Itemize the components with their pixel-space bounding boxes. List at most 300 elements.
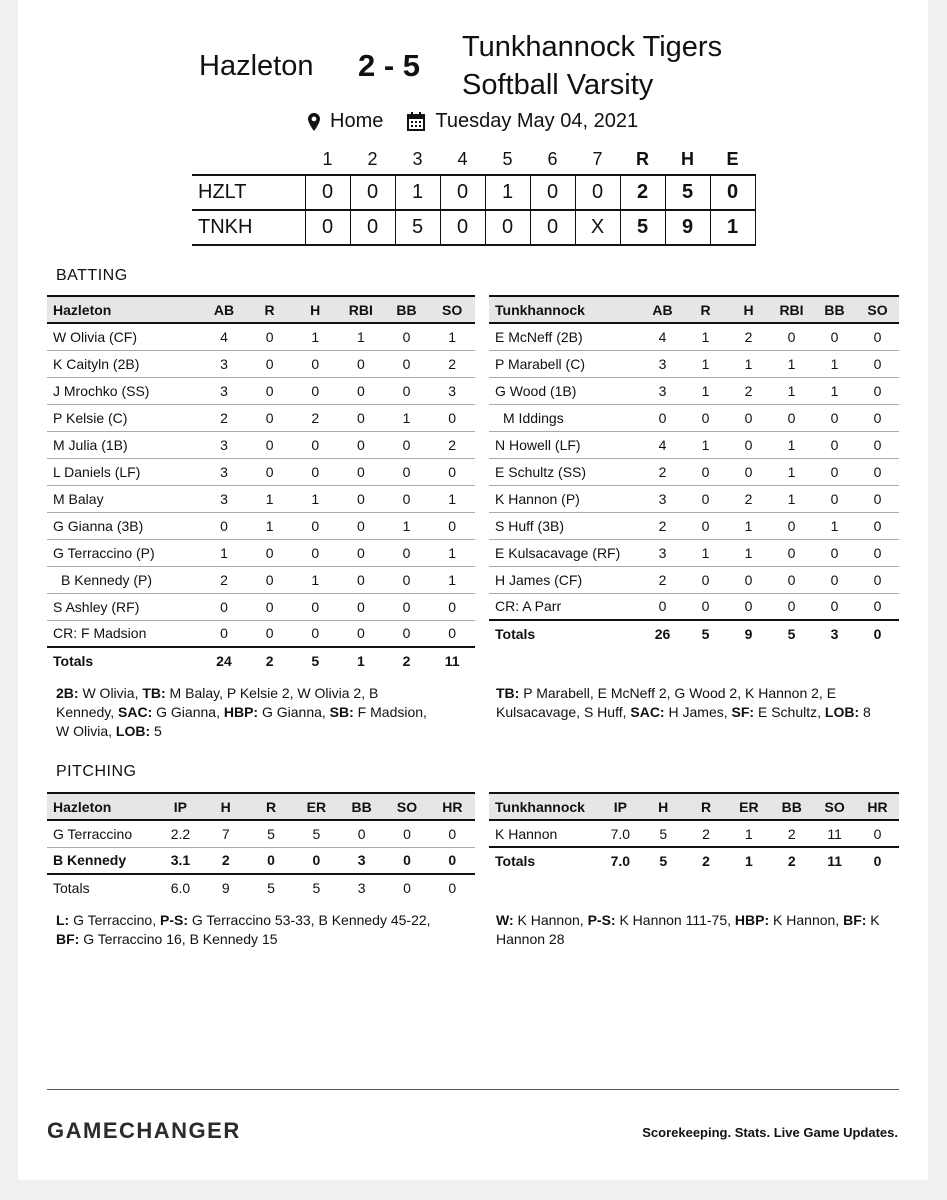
pitching-stat-cell: 2 bbox=[203, 847, 248, 874]
linescore-inning-cell: 0 bbox=[305, 210, 350, 245]
pitching-row bbox=[47, 847, 475, 874]
batting-stat-cell: 0 bbox=[684, 458, 727, 485]
batting-stat-cell: 0 bbox=[684, 566, 727, 593]
gamechanger-logo: GAMECHANGER bbox=[47, 1118, 241, 1143]
batting-stat-cell: 1 bbox=[770, 377, 813, 404]
batting-stat-cell: 2 bbox=[641, 512, 684, 539]
batting-stat-cell: 0 bbox=[684, 593, 727, 620]
note-value: F Madsion, W Olivia, bbox=[56, 704, 427, 739]
linescore-hits: 5 bbox=[665, 175, 710, 210]
batting-stat-cell: 0 bbox=[201, 593, 247, 620]
batting-stat-cell: 0 bbox=[429, 620, 475, 647]
batting-stat-cell: 3 bbox=[641, 539, 684, 566]
batting-stat-cell: 3 bbox=[201, 485, 247, 512]
batting-stat-cell: 0 bbox=[247, 323, 293, 350]
pitching-totals-cell: 6.0 bbox=[158, 874, 203, 901]
batting-stat-cell: 0 bbox=[338, 404, 384, 431]
batting-col-header: AB bbox=[641, 296, 684, 323]
batting-stat-cell: 1 bbox=[770, 458, 813, 485]
linescore-errors: 0 bbox=[710, 175, 755, 210]
pitching-col-header: ER bbox=[294, 793, 339, 820]
batting-stat-cell: 1 bbox=[292, 566, 338, 593]
pitching-totals-cell: 0 bbox=[430, 874, 475, 901]
pitching-totals-cell: 2 bbox=[770, 847, 813, 874]
batting-row bbox=[489, 404, 899, 431]
batting-stat-cell: 0 bbox=[292, 377, 338, 404]
pitching-row bbox=[489, 820, 899, 847]
batting-col-header: R bbox=[684, 296, 727, 323]
batting-stat-cell: 0 bbox=[384, 350, 430, 377]
batting-row bbox=[489, 566, 899, 593]
linescore-col-header: 5 bbox=[502, 149, 513, 169]
pitching-table-away bbox=[47, 792, 475, 901]
batting-stat-cell: 0 bbox=[813, 323, 856, 350]
pitching-col-header: IP bbox=[599, 793, 642, 820]
batting-stat-cell: 2 bbox=[201, 566, 247, 593]
batting-table-home bbox=[489, 295, 899, 647]
linescore-runs: 2 bbox=[620, 175, 665, 210]
batting-stat-cell: 0 bbox=[292, 458, 338, 485]
batting-col-header: BB bbox=[384, 296, 430, 323]
location-pin-icon bbox=[308, 113, 320, 131]
linescore-table bbox=[192, 145, 756, 246]
batting-stat-cell: 0 bbox=[201, 620, 247, 647]
pitching-col-header: HR bbox=[856, 793, 899, 820]
batting-stat-cell: 0 bbox=[770, 539, 813, 566]
batting-totals-cell: 11 bbox=[429, 647, 475, 674]
batting-stat-cell: 0 bbox=[813, 404, 856, 431]
batting-stat-cell: 1 bbox=[684, 431, 727, 458]
box-score-page bbox=[18, 0, 928, 1180]
game-meta bbox=[308, 110, 638, 133]
pitching-totals-cell: 1 bbox=[727, 847, 770, 874]
batting-stat-cell: 1 bbox=[770, 485, 813, 512]
batting-stat-cell: 0 bbox=[727, 566, 770, 593]
batting-row bbox=[47, 512, 475, 539]
note-key: LOB: bbox=[115, 723, 151, 739]
batting-player-name: S Huff (3B) bbox=[489, 512, 641, 539]
pitching-stat-cell: 0 bbox=[384, 847, 429, 874]
note-key: BF: bbox=[843, 912, 867, 928]
note-key: L: bbox=[56, 912, 70, 928]
batting-stat-cell: 0 bbox=[338, 512, 384, 539]
note-value: G Gianna, bbox=[152, 704, 224, 720]
calendar-icon bbox=[407, 112, 425, 131]
batting-stat-cell: 3 bbox=[429, 377, 475, 404]
batting-totals-cell: 1 bbox=[338, 647, 384, 674]
batting-player-name: CR: F Madsion bbox=[47, 620, 201, 647]
batting-table-away bbox=[47, 295, 475, 674]
batting-row bbox=[489, 485, 899, 512]
batting-header-row bbox=[47, 296, 475, 323]
note-value: W Olivia, bbox=[78, 685, 143, 701]
batting-player-name: M Julia (1B) bbox=[47, 431, 201, 458]
pitching-table-home bbox=[489, 792, 899, 874]
batting-stat-cell: 0 bbox=[247, 377, 293, 404]
pitching-stat-cell: 2.2 bbox=[158, 820, 203, 847]
batting-totals-cell: 5 bbox=[770, 620, 813, 647]
batting-stat-cell: 2 bbox=[641, 566, 684, 593]
batting-totals-cell: 5 bbox=[292, 647, 338, 674]
note-key: HBP: bbox=[223, 704, 259, 720]
note-value: 8 bbox=[859, 704, 871, 720]
pitching-stat-cell: 1 bbox=[727, 820, 770, 847]
pitching-notes-home bbox=[496, 911, 896, 949]
pitching-stat-cell: 3.1 bbox=[158, 847, 203, 874]
batting-stat-cell: 0 bbox=[429, 593, 475, 620]
pitching-stat-cell: 0 bbox=[384, 820, 429, 847]
batting-stat-cell: 1 bbox=[429, 566, 475, 593]
batting-stat-cell: 0 bbox=[292, 350, 338, 377]
batting-player-name: M Balay bbox=[47, 485, 201, 512]
batting-stat-cell: 1 bbox=[727, 512, 770, 539]
pitching-stat-cell: 0 bbox=[248, 847, 293, 874]
batting-row bbox=[47, 377, 475, 404]
pitching-stat-cell: 0 bbox=[430, 847, 475, 874]
footer-divider bbox=[47, 1089, 899, 1090]
linescore-team-abbr: HZLT bbox=[192, 175, 305, 210]
linescore-inning-cell: 0 bbox=[530, 210, 575, 245]
batting-stat-cell: 1 bbox=[384, 512, 430, 539]
note-key: SAC: bbox=[630, 704, 665, 720]
linescore-team-header bbox=[192, 145, 305, 175]
batting-stat-cell: 0 bbox=[856, 323, 899, 350]
batting-stat-cell: 0 bbox=[292, 512, 338, 539]
batting-stat-cell: 1 bbox=[384, 404, 430, 431]
linescore-inning-cell: 0 bbox=[575, 175, 620, 210]
pitching-totals-cell: 2 bbox=[685, 847, 728, 874]
batting-stat-cell: 1 bbox=[429, 323, 475, 350]
batting-stat-cell: 4 bbox=[641, 323, 684, 350]
linescore-inning-cell: X bbox=[575, 210, 620, 245]
home-team-line2: Softball Varsity bbox=[462, 69, 654, 101]
pitching-stat-cell: 11 bbox=[813, 820, 856, 847]
batting-stat-cell: 2 bbox=[429, 431, 475, 458]
batting-row bbox=[489, 377, 899, 404]
batting-stat-cell: 1 bbox=[727, 350, 770, 377]
pitching-stat-cell: 5 bbox=[294, 820, 339, 847]
linescore-errors: 1 bbox=[710, 210, 755, 245]
pitching-totals-label: Totals bbox=[47, 874, 158, 901]
pitching-stat-cell: 2 bbox=[770, 820, 813, 847]
note-key: P-S: bbox=[160, 912, 188, 928]
batting-stat-cell: 0 bbox=[247, 404, 293, 431]
batting-player-name: W Olivia (CF) bbox=[47, 323, 201, 350]
batting-col-header: H bbox=[727, 296, 770, 323]
pitching-totals-row bbox=[489, 847, 899, 874]
batting-stat-cell: 0 bbox=[201, 512, 247, 539]
pitching-team-header: Tunkhannock bbox=[489, 793, 599, 820]
batting-player-name: G Terraccino (P) bbox=[47, 539, 201, 566]
batting-player-name: G Gianna (3B) bbox=[47, 512, 201, 539]
game-header bbox=[18, 28, 928, 108]
batting-stat-cell: 0 bbox=[684, 512, 727, 539]
linescore-col-header: 7 bbox=[592, 149, 603, 169]
linescore-inning-cell: 5 bbox=[395, 210, 440, 245]
pitching-col-header: SO bbox=[813, 793, 856, 820]
batting-stat-cell: 2 bbox=[429, 350, 475, 377]
batting-row bbox=[47, 593, 475, 620]
pitching-totals-cell: 7.0 bbox=[599, 847, 642, 874]
batting-stat-cell: 0 bbox=[813, 539, 856, 566]
note-key: BF: bbox=[56, 931, 80, 947]
pitching-col-header: H bbox=[642, 793, 685, 820]
batting-stat-cell: 0 bbox=[384, 485, 430, 512]
batting-stat-cell: 0 bbox=[292, 620, 338, 647]
linescore-col-header: 4 bbox=[457, 149, 468, 169]
linescore-inning-cell: 0 bbox=[350, 210, 395, 245]
batting-stat-cell: 0 bbox=[856, 404, 899, 431]
batting-row bbox=[47, 458, 475, 485]
batting-stat-cell: 3 bbox=[201, 350, 247, 377]
pitching-col-header: R bbox=[248, 793, 293, 820]
batting-stat-cell: 0 bbox=[684, 485, 727, 512]
batting-totals-cell: 26 bbox=[641, 620, 684, 647]
batting-player-name: E Kulsacavage (RF) bbox=[489, 539, 641, 566]
linescore-col-header: 3 bbox=[412, 149, 423, 169]
batting-stat-cell: 0 bbox=[384, 539, 430, 566]
batting-stat-cell: 0 bbox=[247, 593, 293, 620]
batting-stat-cell: 3 bbox=[641, 350, 684, 377]
batting-stat-cell: 1 bbox=[684, 323, 727, 350]
batting-stat-cell: 0 bbox=[247, 350, 293, 377]
batting-stat-cell: 2 bbox=[727, 485, 770, 512]
linescore-col-header: H bbox=[681, 149, 694, 169]
pitching-stat-cell: 2 bbox=[685, 820, 728, 847]
pitching-totals-cell: 0 bbox=[856, 847, 899, 874]
batting-stat-cell: 0 bbox=[813, 593, 856, 620]
batting-player-name: E McNeff (2B) bbox=[489, 323, 641, 350]
note-key: 2B: bbox=[56, 685, 79, 701]
batting-row bbox=[489, 431, 899, 458]
pitching-col-header: HR bbox=[430, 793, 475, 820]
note-value: G Gianna, bbox=[258, 704, 330, 720]
pitching-col-header: H bbox=[203, 793, 248, 820]
pitching-totals-cell: 3 bbox=[339, 874, 384, 901]
batting-totals-label: Totals bbox=[489, 620, 641, 647]
note-value: P Marabell, E McNeff 2, G Wood 2, K Hannon 2, E Kulsacavage, S Huff, bbox=[496, 685, 837, 720]
batting-stat-cell: 4 bbox=[201, 323, 247, 350]
pitching-stat-cell: 0 bbox=[339, 820, 384, 847]
batting-col-header: AB bbox=[201, 296, 247, 323]
batting-col-header: R bbox=[247, 296, 293, 323]
batting-player-name: H James (CF) bbox=[489, 566, 641, 593]
batting-stat-cell: 2 bbox=[727, 323, 770, 350]
pitching-notes-away bbox=[56, 911, 456, 949]
pitching-col-header: BB bbox=[770, 793, 813, 820]
linescore-inning-cell: 1 bbox=[485, 175, 530, 210]
pitching-stat-cell: 7.0 bbox=[599, 820, 642, 847]
note-key: HBP: bbox=[734, 912, 770, 928]
pitching-stat-cell: 0 bbox=[430, 820, 475, 847]
batting-stat-cell: 0 bbox=[384, 593, 430, 620]
pitching-section-title: PITCHING bbox=[56, 763, 137, 780]
linescore-col-header: 1 bbox=[322, 149, 333, 169]
batting-stat-cell: 0 bbox=[247, 620, 293, 647]
batting-stat-cell: 0 bbox=[727, 458, 770, 485]
home-team-line1: Tunkhannock Tigers bbox=[462, 31, 723, 63]
batting-row bbox=[47, 431, 475, 458]
batting-stat-cell: 0 bbox=[856, 512, 899, 539]
note-key: TB: bbox=[142, 685, 166, 701]
batting-stat-cell: 0 bbox=[247, 539, 293, 566]
pitching-col-header: BB bbox=[339, 793, 384, 820]
batting-stat-cell: 0 bbox=[292, 431, 338, 458]
note-key: SAC: bbox=[118, 704, 153, 720]
batting-row bbox=[47, 485, 475, 512]
batting-row bbox=[489, 593, 899, 620]
batting-player-name: K Hannon (P) bbox=[489, 485, 641, 512]
batting-stat-cell: 0 bbox=[727, 431, 770, 458]
batting-stat-cell: 0 bbox=[813, 458, 856, 485]
batting-stat-cell: 0 bbox=[292, 593, 338, 620]
batting-stat-cell: 3 bbox=[201, 458, 247, 485]
linescore-header-row bbox=[192, 145, 755, 175]
pitching-stat-cell: 5 bbox=[248, 820, 293, 847]
pitching-player-name: G Terraccino bbox=[47, 820, 158, 847]
pitching-totals-cell: 5 bbox=[642, 847, 685, 874]
batting-stat-cell: 1 bbox=[201, 539, 247, 566]
batting-notes-away bbox=[56, 684, 436, 741]
pitching-totals-cell: 0 bbox=[384, 874, 429, 901]
note-key: SB: bbox=[329, 704, 354, 720]
linescore-col-header: 2 bbox=[367, 149, 378, 169]
batting-totals-cell: 2 bbox=[247, 647, 293, 674]
batting-player-name: P Marabell (C) bbox=[489, 350, 641, 377]
footer-tagline: Scorekeeping. Stats. Live Game Updates. bbox=[642, 1125, 898, 1140]
batting-row bbox=[489, 323, 899, 350]
home-team-name bbox=[462, 28, 722, 104]
note-key: SF: bbox=[731, 704, 755, 720]
note-key: P-S: bbox=[587, 912, 616, 928]
batting-player-name: L Daniels (LF) bbox=[47, 458, 201, 485]
pitching-player-name: B Kennedy bbox=[47, 847, 158, 874]
batting-player-name: N Howell (LF) bbox=[489, 431, 641, 458]
batting-row bbox=[47, 620, 475, 647]
batting-stat-cell: 0 bbox=[856, 350, 899, 377]
batting-col-header: RBI bbox=[338, 296, 384, 323]
batting-stat-cell: 0 bbox=[770, 566, 813, 593]
batting-totals-cell: 5 bbox=[684, 620, 727, 647]
batting-notes-home bbox=[496, 684, 886, 722]
linescore-inning-cell: 0 bbox=[485, 210, 530, 245]
batting-stat-cell: 0 bbox=[292, 539, 338, 566]
note-value: G Terraccino, bbox=[69, 912, 160, 928]
pitching-stat-cell: 0 bbox=[294, 847, 339, 874]
pitching-totals-row bbox=[47, 874, 475, 901]
batting-stat-cell: 0 bbox=[856, 566, 899, 593]
batting-stat-cell: 0 bbox=[770, 404, 813, 431]
note-value: H James, bbox=[664, 704, 732, 720]
batting-row bbox=[489, 539, 899, 566]
batting-row bbox=[47, 323, 475, 350]
note-value: 5 bbox=[150, 723, 162, 739]
batting-stat-cell: 0 bbox=[338, 377, 384, 404]
pitching-col-header: IP bbox=[158, 793, 203, 820]
pitching-stat-cell: 0 bbox=[856, 820, 899, 847]
batting-stat-cell: 0 bbox=[338, 431, 384, 458]
batting-stat-cell: 0 bbox=[641, 593, 684, 620]
pitching-col-header: SO bbox=[384, 793, 429, 820]
batting-stat-cell: 0 bbox=[429, 404, 475, 431]
pitching-header-row bbox=[489, 793, 899, 820]
batting-stat-cell: 0 bbox=[727, 593, 770, 620]
batting-player-name: S Ashley (RF) bbox=[47, 593, 201, 620]
batting-stat-cell: 0 bbox=[856, 593, 899, 620]
pitching-header-row bbox=[47, 793, 475, 820]
batting-stat-cell: 0 bbox=[338, 458, 384, 485]
linescore-inning-cell: 0 bbox=[440, 175, 485, 210]
pitching-totals-cell: 11 bbox=[813, 847, 856, 874]
batting-stat-cell: 1 bbox=[429, 485, 475, 512]
batting-stat-cell: 1 bbox=[292, 323, 338, 350]
batting-col-header: BB bbox=[813, 296, 856, 323]
batting-stat-cell: 0 bbox=[641, 404, 684, 431]
pitching-stat-cell: 5 bbox=[642, 820, 685, 847]
batting-stat-cell: 0 bbox=[770, 512, 813, 539]
linescore-col-header: 6 bbox=[547, 149, 558, 169]
note-value: K Hannon 111-75, bbox=[615, 912, 735, 928]
pitching-totals-cell: 5 bbox=[294, 874, 339, 901]
batting-player-name: P Kelsie (C) bbox=[47, 404, 201, 431]
batting-stat-cell: 0 bbox=[338, 350, 384, 377]
batting-row bbox=[47, 539, 475, 566]
batting-stat-cell: 0 bbox=[856, 485, 899, 512]
batting-stat-cell: 0 bbox=[247, 458, 293, 485]
batting-stat-cell: 0 bbox=[684, 404, 727, 431]
batting-section-title: BATTING bbox=[56, 267, 128, 284]
linescore-inning-cell: 0 bbox=[530, 175, 575, 210]
pitching-stat-cell: 3 bbox=[339, 847, 384, 874]
batting-stat-cell: 1 bbox=[247, 512, 293, 539]
batting-player-name: J Mrochko (SS) bbox=[47, 377, 201, 404]
note-value: E Schultz, bbox=[754, 704, 825, 720]
batting-totals-cell: 2 bbox=[384, 647, 430, 674]
batting-stat-cell: 1 bbox=[727, 539, 770, 566]
pitching-col-header: ER bbox=[727, 793, 770, 820]
pitching-player-name: K Hannon bbox=[489, 820, 599, 847]
batting-stat-cell: 3 bbox=[641, 485, 684, 512]
batting-col-header: SO bbox=[856, 296, 899, 323]
note-key: W: bbox=[496, 912, 514, 928]
away-team-name: Hazleton bbox=[199, 50, 314, 82]
linescore-col-header: E bbox=[726, 149, 739, 169]
batting-stat-cell: 2 bbox=[641, 458, 684, 485]
batting-stat-cell: 0 bbox=[384, 431, 430, 458]
batting-stat-cell: 0 bbox=[338, 593, 384, 620]
batting-stat-cell: 1 bbox=[684, 539, 727, 566]
batting-stat-cell: 0 bbox=[770, 593, 813, 620]
batting-stat-cell: 0 bbox=[384, 458, 430, 485]
game-date: Tuesday May 04, 2021 bbox=[435, 110, 639, 132]
batting-stat-cell: 4 bbox=[641, 431, 684, 458]
linescore-inning-cell: 0 bbox=[305, 175, 350, 210]
batting-stat-cell: 0 bbox=[813, 431, 856, 458]
batting-stat-cell: 0 bbox=[247, 431, 293, 458]
batting-stat-cell: 0 bbox=[727, 404, 770, 431]
batting-stat-cell: 1 bbox=[684, 377, 727, 404]
linescore-inning-cell: 0 bbox=[440, 210, 485, 245]
batting-col-header: RBI bbox=[770, 296, 813, 323]
batting-stat-cell: 1 bbox=[338, 323, 384, 350]
batting-row bbox=[47, 350, 475, 377]
batting-player-name: CR: A Parr bbox=[489, 593, 641, 620]
batting-stat-cell: 2 bbox=[201, 404, 247, 431]
batting-stat-cell: 0 bbox=[338, 566, 384, 593]
batting-team-header: Tunkhannock bbox=[489, 296, 641, 323]
batting-stat-cell: 0 bbox=[856, 458, 899, 485]
batting-stat-cell: 0 bbox=[384, 377, 430, 404]
